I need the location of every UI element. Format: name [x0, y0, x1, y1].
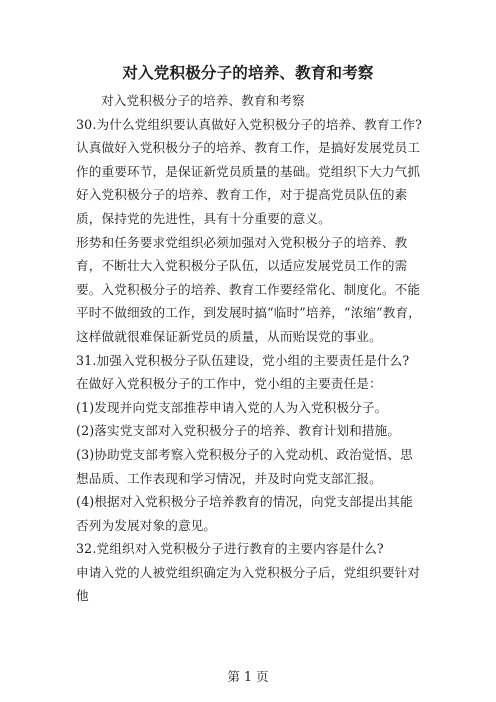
answer-31-item-1: (1)发现并向党支部推荐申请入党的人为入党积极分子。 [76, 399, 388, 415]
answer-30-paragraph-2: 形势和任务要求党组织必须加强对入党积极分子的培养、教育，不断壮大入党积极分子队伍，以适应发展党员工作的需要。入党积极分子的培养、教育工作要经常化、制度化。不能平时不做细致的工作，到发展时搞“临时”培养，“浓缩”教育，这样做就很难保证新党员的质量，从而贻误党的事业。 [76, 234, 421, 344]
question-31: 31.加强入党积极分子队伍建设，党小组的主要责任是什么? [76, 352, 410, 368]
page-number: 第 1 页 [227, 669, 269, 684]
question-30: 30.为什么党组织要认真做好入党积极分子的培养、教育工作? [76, 116, 422, 132]
answer-32-paragraph-1: 申请入党的人被党组织确定为入党积极分子后，党组织要针对他 [76, 564, 421, 604]
answer-30-paragraph-1: 认真做好入党积极分子的培养、教育工作，是搞好发展党员工作的重要环节，是保证新党员质量的基础。党组织下大力气抓好入党积极分子的培养、教育工作，对于提高党员队伍的素质，保持党的先进性，具有十分重要的意义。 [76, 140, 421, 226]
answer-31-item-2: (2)落实党支部对入党积极分子的培养、教育计划和措施。 [76, 423, 401, 439]
subtitle-paragraph: 对入党积极分子的培养、教育和考察 [101, 93, 305, 108]
document-title: 对入党积极分子的培养、教育和考察 [122, 64, 374, 82]
answer-31-item-3: (3)协助党支部考察入党积极分子的入党动机、政治觉悟、思想品质、工作表现和学习情况，并及时向党支部汇报。 [76, 446, 413, 486]
answer-31-intro: 在做好入党积极分子的工作中，党小组的主要责任是： [76, 376, 382, 392]
answer-31-item-4: (4)根据对入党积极分子培养教育的情况，向党支部提出其能否列为发展对象的意见。 [76, 494, 413, 533]
question-32: 32.党组织对入党积极分子进行教育的主要内容是什么? [76, 541, 384, 557]
document-body [76, 89, 422, 608]
